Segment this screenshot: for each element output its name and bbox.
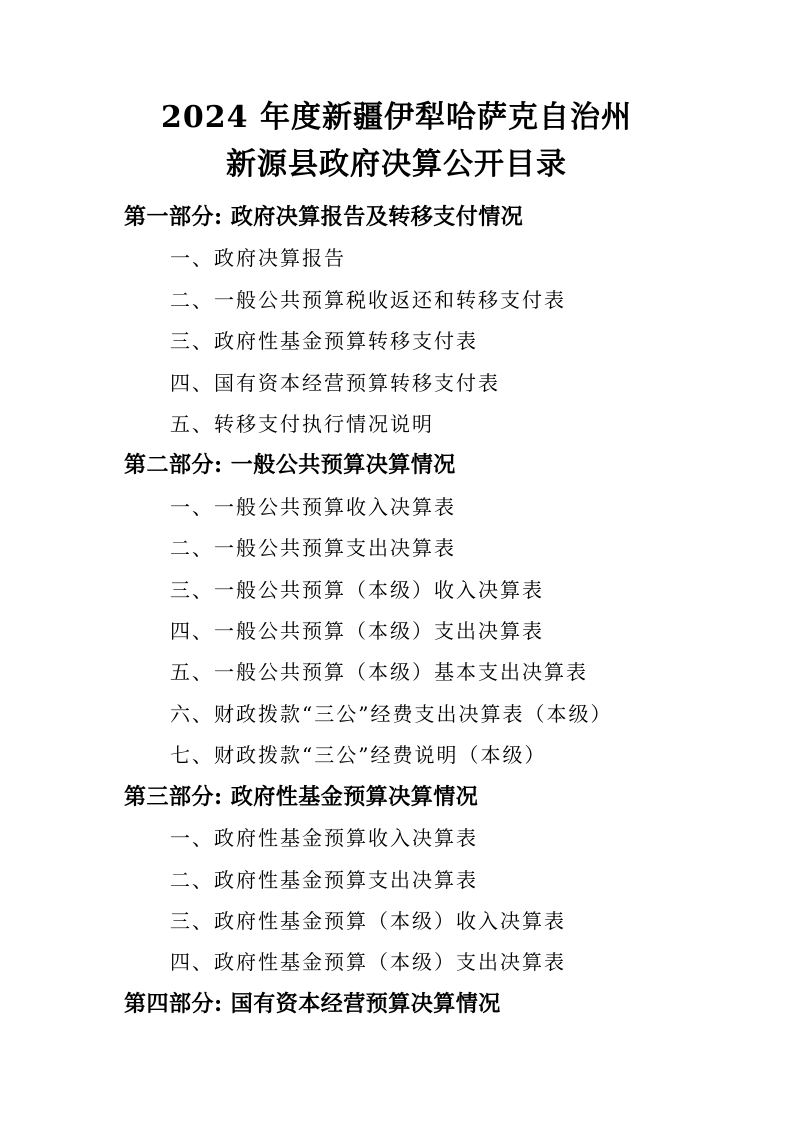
toc-item: 五、转移支付执行情况说明 bbox=[170, 412, 434, 437]
toc-item: 三、一般公共预算（本级）收入决算表 bbox=[170, 577, 544, 602]
toc-item: 三、政府性基金预算转移支付表 bbox=[170, 329, 478, 354]
toc-item: 六、财政拨款“三公”经费支出决算表（本级） bbox=[170, 701, 613, 726]
toc-item: 七、财政拨款“三公”经费说明（本级） bbox=[170, 743, 547, 768]
toc-item: 三、政府性基金预算（本级）收入决算表 bbox=[170, 908, 566, 933]
toc-item: 一、一般公共预算收入决算表 bbox=[170, 494, 456, 519]
toc-item: 四、国有资本经营预算转移支付表 bbox=[170, 370, 500, 395]
toc-item: 一、政府性基金预算收入决算表 bbox=[170, 826, 478, 851]
toc-item: 四、政府性基金预算（本级）支出决算表 bbox=[170, 950, 566, 975]
section-heading-3: 第三部分: 政府性基金预算决算情况 bbox=[124, 783, 479, 810]
toc-item: 二、一般公共预算税收返还和转移支付表 bbox=[170, 287, 566, 312]
document-title-line-1: 2024 年度新疆伊犁哈萨克自治州 bbox=[161, 100, 632, 135]
section-heading-1: 第一部分: 政府决算报告及转移支付情况 bbox=[124, 204, 524, 230]
toc-item: 四、一般公共预算（本级）支出决算表 bbox=[170, 619, 544, 644]
document-title-line-2: 新源县政府决算公开目录 bbox=[226, 147, 567, 182]
section-heading-2: 第二部分: 一般公共预算决算情况 bbox=[124, 452, 456, 479]
toc-item: 二、政府性基金预算支出决算表 bbox=[170, 867, 478, 892]
toc-item: 一、政府决算报告 bbox=[170, 246, 346, 271]
section-heading-4: 第四部分: 国有资本经营预算决算情况 bbox=[124, 990, 501, 1017]
document-title bbox=[0, 94, 793, 188]
toc-item: 二、一般公共预算支出决算表 bbox=[170, 536, 456, 561]
table-of-contents bbox=[0, 197, 793, 1025]
toc-item: 五、一般公共预算（本级）基本支出决算表 bbox=[170, 660, 588, 685]
